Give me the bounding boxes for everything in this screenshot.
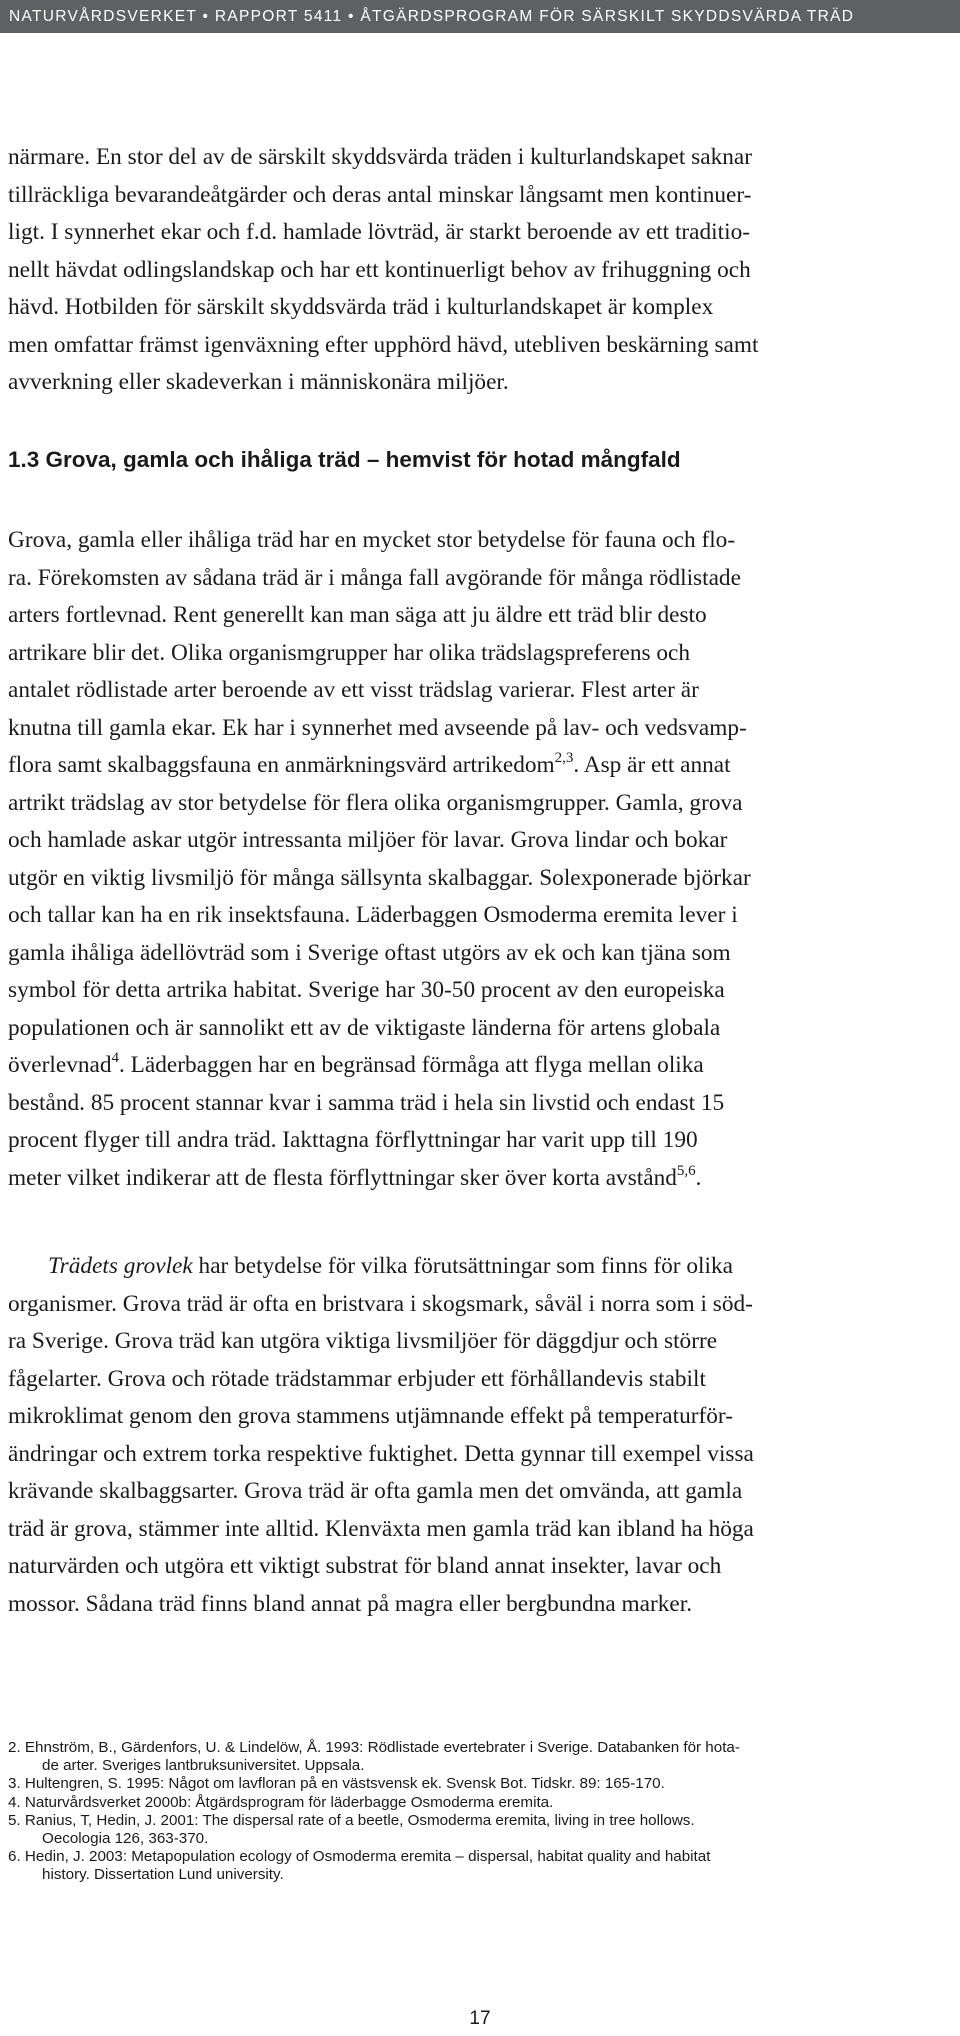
text-line: knutna till gamla ekar. Ek har i synnerhet med avseende på lav- och vedsvamp- (8, 714, 747, 741)
text-line: symbol för detta artrika habitat. Sverige har 30-50 procent av den europeiska (8, 977, 725, 1003)
footnote-5-continued: Oecologia 126, 363-370. (42, 1829, 209, 1847)
text-line: populationen och är sannolikt ett av de viktigaste länderna för artens globala (8, 1014, 721, 1041)
footnote-ref: 5,6 (676, 1162, 696, 1179)
running-head: NATURVÅRDSVERKET • RAPPORT 5411 • ÅTGÄRDSPROGRAM FÖR SÄRSKILT SKYDDSVÄRDA TRÄD (0, 0, 960, 33)
text-fragment: flora samt skalbaggsfauna en anmärkningsvärd artrikedom (8, 752, 555, 778)
text-line: utgör en viktig livsmiljö för många sällsynta skalbaggar. Solexponerade björkar (8, 864, 751, 891)
text-line: ändringar och extrem torka respektive fuktighet. Detta gynnar till exempel vissa (8, 1440, 754, 1467)
footnote-3: 3. Hultengren, S. 1995: Något om lavfloran på en västsvensk ek. Svensk Bot. Tidskr. 89: 165-170. (8, 1775, 665, 1793)
text-line (8, 747, 950, 785)
text-line: naturvärden och utgöra ett viktigt substrat för bland annat insekter, lavar och (8, 1553, 722, 1579)
footnote-4: 4. Naturvårdsverket 2000b: Åtgärdsprogram för läderbagge Osmoderma eremita. (8, 1793, 554, 1811)
text-line: gamla ihåliga ädellövträd som i Sverige oftast utgörs av ek och kan tjäna som (8, 939, 731, 966)
footnote-5: 5. Ranius, T, Hedin, J. 2001: The dispersal rate of a beetle, Osmoderma eremita, living in tree hollows. (8, 1811, 695, 1829)
text-line: antalet rödlistade arter beroende av ett visst trädslag varierar. Flest arter är (8, 677, 699, 703)
text-line: ligt. I synnerhet ekar och f.d. hamlade lövträd, är starkt beroende av ett traditio- (8, 219, 750, 245)
footnote-ref: 4 (111, 1050, 119, 1067)
text-line: närmare. En stor del av de särskilt skyddsvärda träden i kulturlandskapet saknar (8, 144, 752, 170)
text-line: ra Sverige. Grova träd kan utgöra viktiga livsmiljöer för däggdjur och större (8, 1328, 718, 1354)
text-fragment: meter vilket indikerar att de flesta förflyttningar sker över korta avstånd (8, 1164, 677, 1191)
text-line: tillräckliga bevarandeåtgärder och deras antal minskar långsamt men kontinuer- (8, 181, 752, 208)
footnotes (8, 1739, 948, 1885)
text-fragment: . Läderbaggen har en begränsad förmåga att flyga mellan olika (119, 1052, 704, 1078)
text-line: men omfattar främst igenväxning efter upphörd hävd, utebliven beskärning samt (8, 331, 759, 358)
footnote-2: 2. Ehnström, B., Gärdenfors, U. & Lindelöw, Å. 1993: Rödlistade evertebrater i Sverige. Databanken för hota- (8, 1739, 740, 1756)
text-line: träd är grova, stämmer inte alltid. Klenväxta men gamla träd kan ibland ha höga (8, 1515, 754, 1542)
text-fragment: . (695, 1164, 702, 1191)
text-line (8, 1047, 950, 1085)
section-paragraph-2 (8, 1248, 950, 1623)
intro-paragraph (8, 139, 950, 402)
text-line: arters fortlevnad. Rent generellt kan man säga att ju äldre ett träd blir desto (8, 602, 707, 628)
text-line: hävd. Hotbilden för särskilt skyddsvärda träd i kulturlandskapet är komplex (8, 294, 714, 320)
text-fragment: . Asp är ett annat (573, 752, 731, 778)
text-line: ra. Förekomsten av sådana träd är i många fall avgörande för många rödlistade (8, 564, 741, 591)
page-number: 17 (469, 2008, 491, 2029)
text-line: mikroklimat genom den grova stammens utjämnande effekt på temperaturför- (8, 1403, 733, 1429)
italic-lead: Trädets grovlek (48, 1253, 193, 1279)
footnote-ref: 2,3 (554, 750, 574, 767)
section-paragraph-1 (8, 522, 950, 1197)
text-line: mossor. Sådana träd finns bland annat på magra eller bergbundna marker. (8, 1590, 693, 1617)
text-fragment: överlevnad (8, 1052, 112, 1078)
text-line: avverkning eller skadeverkan i människonära miljöer. (8, 369, 509, 395)
text-line: bestånd. 85 procent stannar kvar i samma träd i hela sin livstid och endast 15 (8, 1089, 725, 1116)
text-line: artrikt trädslag av stor betydelse för flera olika organismgrupper. Gamla, grova (8, 789, 743, 816)
text-fragment: har betydelse för vilka förutsättningar som finns för olika (192, 1253, 733, 1279)
text-line: organismer. Grova träd är ofta en bristvara i skogsmark, såväl i norra som i söd- (8, 1290, 753, 1317)
section-heading: 1.3 Grova, gamla och ihåliga träd – hemvist för hotad mångfald (8, 447, 681, 472)
text-line (8, 1248, 950, 1286)
text-line (8, 1160, 950, 1198)
text-line: krävande skalbaggsarter. Grova träd är ofta gamla men det omvända, att gamla (8, 1478, 743, 1504)
footnote-6: 6. Hedin, J. 2003: Metapopulation ecology of Osmoderma eremita – dispersal, habitat quality and habitat (8, 1848, 711, 1866)
footnote-6-continued: history. Dissertation Lund university. (42, 1866, 284, 1884)
footnote-2-continued: de arter. Sveriges lantbruksuniversitet. Uppsala. (42, 1757, 365, 1775)
text-line: och hamlade askar utgör intressanta miljöer för lavar. Grova lindar och bokar (8, 827, 728, 853)
text-line: Grova, gamla eller ihåliga träd har en mycket stor betydelse för fauna och flo- (8, 527, 736, 553)
text-line: fågelarter. Grova och rötade trädstammar erbjuder ett förhållandevis stabilt (8, 1365, 706, 1392)
text-line: procent flyger till andra träd. Iakttagna förflyttningar har varit upp till 190 (8, 1127, 698, 1153)
text-line: nellt hävdat odlingslandskap och har ett kontinuerligt behov av frihuggning och (8, 256, 751, 283)
text-line: och tallar kan ha en rik insektsfauna. Läderbaggen Osmoderma eremita lever i (8, 902, 738, 928)
text-line: artrikare blir det. Olika organismgrupper har olika trädslagspreferens och (8, 639, 691, 666)
